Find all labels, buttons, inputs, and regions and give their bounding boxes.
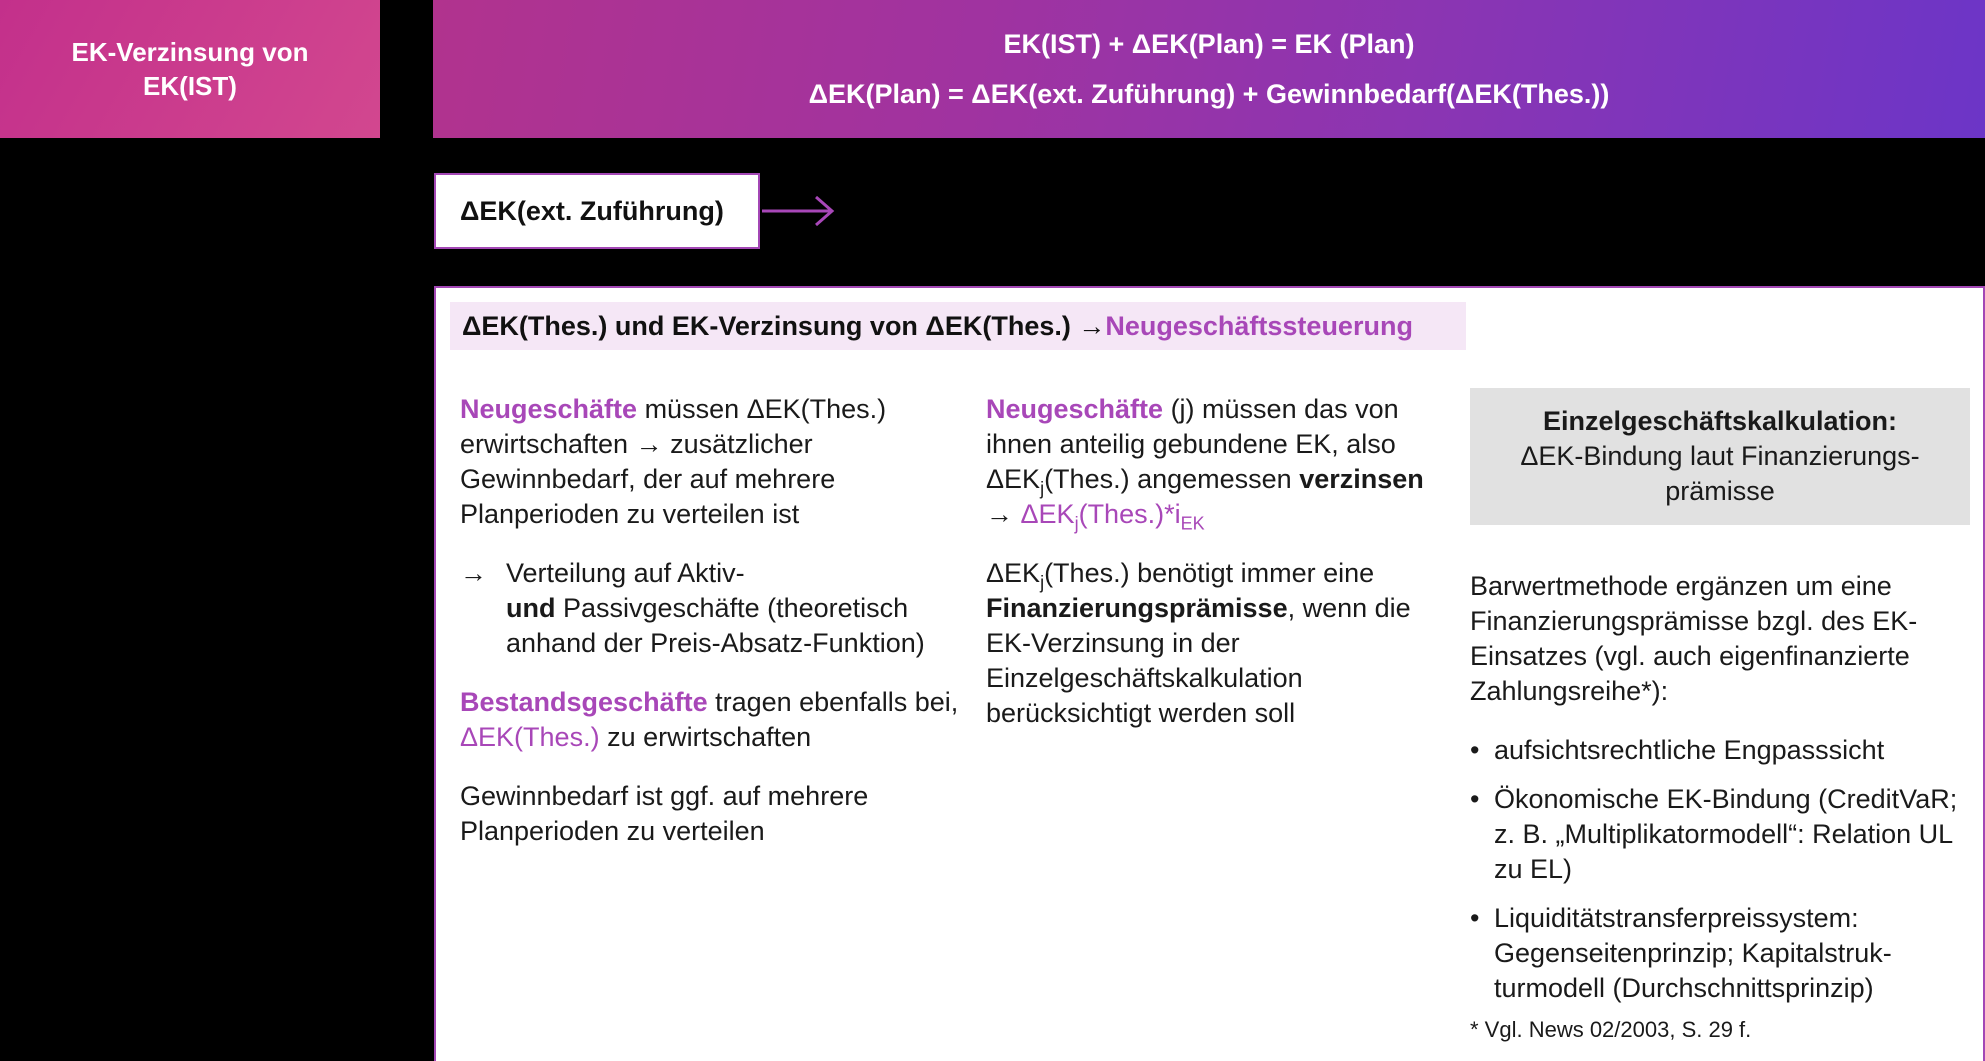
- new-business-j-text-a: (j) müssen das von ihnen anteilig gebundene EK, also ΔEK: [986, 394, 1399, 494]
- external-capital-box: [434, 173, 760, 249]
- existing-business-accent: ΔEK(Thes.): [460, 722, 600, 752]
- financing-text-b: (Thes.) benötigt immer eine: [1044, 558, 1375, 588]
- distribution-text-a: Verteilung auf Aktiv-: [506, 558, 745, 588]
- list-item: • aufsichtsrechtliche Engpasssicht: [1470, 733, 1970, 768]
- existing-business-end: zu erwirtschaften: [599, 722, 812, 752]
- interest-formula-b: (Thes.)*i: [1078, 499, 1181, 529]
- panel-header-accent: Neugeschäftssteuerung: [1105, 310, 1413, 341]
- formula-line-2: ΔEK(Plan) = ΔEK(ext. Zuführung) + Gewinnbedarf(ΔEK(Thes.)): [808, 79, 1610, 109]
- financing-text-c: , wenn die EK-Verzinsung in der Einzelgeschäftskalkulation berücksichtigt werden soll: [986, 593, 1411, 728]
- equity-interest-box: [0, 0, 380, 138]
- new-business-panel: [434, 286, 1985, 1061]
- footnote: * Vgl. News 02/2003, S. 29 f.: [1470, 1017, 1752, 1042]
- arrow-symbol: →: [460, 558, 487, 588]
- formula-banner: [433, 0, 1985, 138]
- formula-line-1: EK(IST) + ΔEK(Plan) = EK (Plan): [1003, 29, 1415, 59]
- financing-sub-j: j: [1040, 572, 1045, 593]
- new-business-j-bold: verzinsen: [1299, 464, 1424, 494]
- column-new-business: [460, 392, 960, 873]
- method-list: [1470, 733, 1970, 1006]
- equity-interest-line1: EK-Verzinsung von: [71, 37, 309, 67]
- highlight-existing-business: Bestandsgeschäfte: [460, 687, 708, 717]
- financing-text-a: ΔEK: [986, 558, 1041, 588]
- interest-formula: [1020, 499, 1205, 534]
- existing-business-paragraph: [460, 685, 960, 755]
- single-transaction-text: ΔEK-Bindung laut Finanzierungsprämisse: [1520, 441, 1920, 506]
- list-item: • Ökonomische EK-Bindung (CreditVaR; z. B. „Multiplikatormodell“: Relation UL zu EL): [1470, 782, 1970, 887]
- panel-header: [450, 302, 1466, 350]
- new-business-paragraph: [460, 392, 960, 532]
- single-transaction-box: [1470, 388, 1970, 525]
- equity-interest-line2: EK(IST): [143, 71, 237, 101]
- existing-business-text: tragen ebenfalls bei,: [707, 687, 959, 717]
- external-capital-label: ΔEK(ext. Zuführung): [460, 195, 724, 226]
- arrow-right-icon: [762, 193, 838, 229]
- new-business-j-text-b: (Thes.) angemessen: [1044, 464, 1300, 494]
- profit-requirement-paragraph: Gewinnbedarf ist ggf. auf mehrere Planperioden zu verteilen: [460, 781, 869, 846]
- distribution-text-bold: und: [506, 593, 556, 623]
- highlight-new-business: Neugeschäfte: [460, 394, 638, 424]
- highlight-new-business-j: Neugeschäfte: [986, 394, 1164, 424]
- new-business-j-arrow: →: [986, 499, 1021, 529]
- single-transaction-title: Einzelgeschäftskalkulation:: [1542, 406, 1898, 436]
- new-business-text: müssen ΔEK(Thes.) erwirtschaften → zusätzlicher Gewinnbedarf, der auf mehrere Planperioden zu verteilen ist: [460, 394, 887, 529]
- distribution-text: [506, 556, 960, 661]
- list-item: • Liquiditätstransferpreissystem: Gegenseitenprinzip; Kapitalstrukturmodell (Durchschnittsprinzip): [1470, 901, 1970, 1006]
- subscript-j: j: [1040, 478, 1045, 499]
- financing-bold: Finanzierungsprämisse: [986, 593, 1288, 623]
- panel-header-text: ΔEK(Thes.) und EK-Verzinsung von ΔEK(Thes.) →: [462, 310, 1106, 341]
- column-new-business-j: [986, 392, 1436, 755]
- interest-formula-a: ΔEK: [1020, 499, 1075, 529]
- column-single-transaction: [1470, 392, 1970, 1044]
- financing-premise-paragraph: [986, 556, 1436, 731]
- distribution-arrow-item: [460, 556, 960, 661]
- interest-formula-sub-j: j: [1074, 513, 1079, 534]
- present-value-intro: Barwertmethode ergänzen um eine Finanzierungsprämisse bzgl. des EK-Einsatzes (vgl. auch eigenfinanzierte Zahlungsreihe*):: [1470, 571, 1918, 706]
- distribution-text-b: Passivgeschäfte (theoretisch anhand der Preis-Absatz-Funktion): [506, 593, 925, 658]
- interest-formula-sub-ek: EK: [1180, 513, 1205, 534]
- new-business-j-paragraph: [986, 392, 1436, 532]
